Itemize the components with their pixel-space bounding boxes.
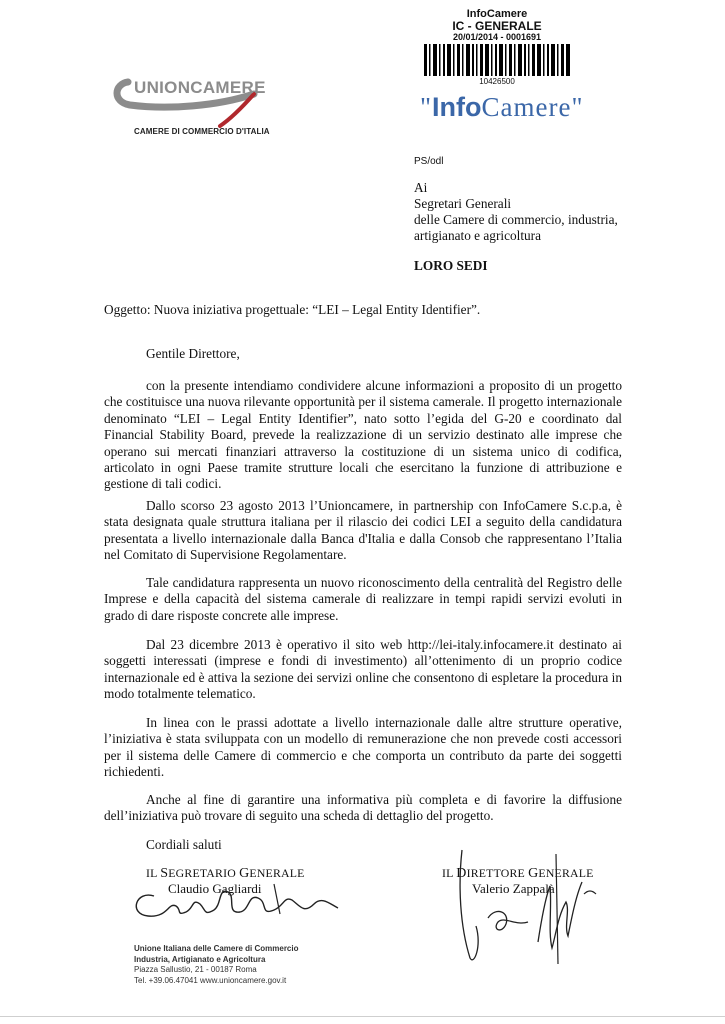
title-word: ENERALE xyxy=(538,866,594,880)
closing: Cordiali saluti xyxy=(146,837,222,852)
page-bottom-rule xyxy=(0,1016,725,1017)
footer-address xyxy=(134,944,299,986)
body-paragraph: Dal 23 dicembre 2013 è operativo il sito web http://lei-italy.infocamere.it destinato ai soggetti interessati (imprese e fondi di investimento) all’ottenimento di un proprio codice internazionale ed è attiva la sezione dei servizi online che consentono di espletare la procedura in modo totalmente telematico. xyxy=(104,637,622,702)
infocamere-info: Info xyxy=(432,92,482,122)
logo-subtitle: CAMERE DI COMMERCIO D'ITALIA xyxy=(134,127,270,136)
infocamere-logo xyxy=(420,92,584,123)
title-initial: S xyxy=(160,866,169,881)
footer-line: Piazza Sallustio, 21 - 00187 Roma xyxy=(134,965,257,974)
title-article: IL xyxy=(442,866,457,880)
infocamere-quote-open: " xyxy=(420,92,433,122)
title-initial: D xyxy=(456,866,467,881)
signature-right-icon xyxy=(452,846,602,970)
signatory-name-right: Valerio Zappalà xyxy=(472,881,555,896)
salutation: Gentile Direttore, xyxy=(146,346,240,361)
stamp-org: InfoCamere xyxy=(466,8,528,20)
addressee-line: artigianato e agricoltura xyxy=(414,228,541,243)
stamp-protocol-number: 20/01/2014 - 0001691 xyxy=(452,32,542,42)
title-article: IL xyxy=(146,866,161,880)
body-paragraph: In linea con le prassi adottate a livello internazionale dalle altre strutture operative, l’iniziativa è stata sviluppata con un modello di remunerazione che non prevede costi accessori per il sistema delle Camere di commercio e che comporta un contributo da parte dei soggetti richiedenti. xyxy=(104,715,622,780)
title-word: IRETTORE xyxy=(466,866,529,880)
addressee-block xyxy=(414,180,618,244)
footer-line: Tel. +39.06.47041 www.unioncamere.gov.it xyxy=(134,975,287,985)
body-paragraph: con la presente intendiamo condividere alcune informazioni a proposito di un progetto che costituisce una nuova rilevante opportunità per il sistema camerale. Il progetto internazionale denominato “LEI – Legal Entity Identifier”, nato sotto l’egida del G-20 e coordinato dal Financial Stability Board, prevede la realizzazione di un servizio destinato alle imprese che operano sui mercati finanziari attraverso la costituzione di un sistema unico di codifica, articolato in ogni Paese tramite strutture locali che esercitano la funzione di attribuzione e gestione di tali codici. xyxy=(104,378,622,492)
title-initial: G xyxy=(239,866,250,881)
addressee-line: Ai xyxy=(414,180,428,195)
title-word: EGRETARIO xyxy=(168,866,240,880)
addressee-line: delle Camere di commercio, industria, xyxy=(414,212,618,227)
subject-line: Oggetto: Nuova iniziativa progettuale: “LEI – Legal Entity Identifier”. xyxy=(104,302,481,317)
stamp-registry: IC - GENERALE xyxy=(452,19,542,33)
signature-left-icon xyxy=(124,874,344,930)
body-paragraph: Tale candidatura rappresenta un nuovo riconoscimento della centralità del Registro delle Imprese e della capacità del sistema camerale di realizzare in tempi rapidi servizi evoluti in grado di dare risposte concrete alle imprese. xyxy=(104,575,622,623)
addressee-line: Segretari Generali xyxy=(414,196,512,211)
signatory-name-left: Claudio Gagliardi xyxy=(168,881,262,896)
infocamere-camere: Camere xyxy=(481,92,572,122)
body-paragraph: Anche al fine di garantire una informativa più completa e di favorire la diffusione dell’iniziativa può trovare di seguito una scheda di dettaglio del progetto. xyxy=(104,792,622,824)
barcode-number: 10426500 xyxy=(479,77,515,86)
footer-line: Unione Italiana delle Camere di Commercio xyxy=(134,944,299,953)
title-word: ENERALE xyxy=(249,866,305,880)
protocol-stamp xyxy=(412,8,582,86)
barcode-icon xyxy=(422,44,572,76)
logo-wordmark: UNIONCAMERE xyxy=(134,78,266,97)
title-initial: G xyxy=(528,866,539,881)
infocamere-quote-close: " xyxy=(571,92,584,122)
footer-line: Industria, Artigianato e Agricoltura xyxy=(134,954,266,964)
loro-sedi: LORO SEDI xyxy=(414,258,488,273)
body-paragraph: Dallo scorso 23 agosto 2013 l’Unioncamere, in partnership con InfoCamere S.c.p.a, è stata designata quale struttura italiana per il rilascio dei codici LEI a seguito della candidatura presentata a livello internazionale dalla Banca d'Italia e dalla Consob che rappresentano l’Italia nel Comitato di Supervisione Regolamentare. xyxy=(104,498,622,563)
reference-code: PS/odl xyxy=(414,156,444,167)
